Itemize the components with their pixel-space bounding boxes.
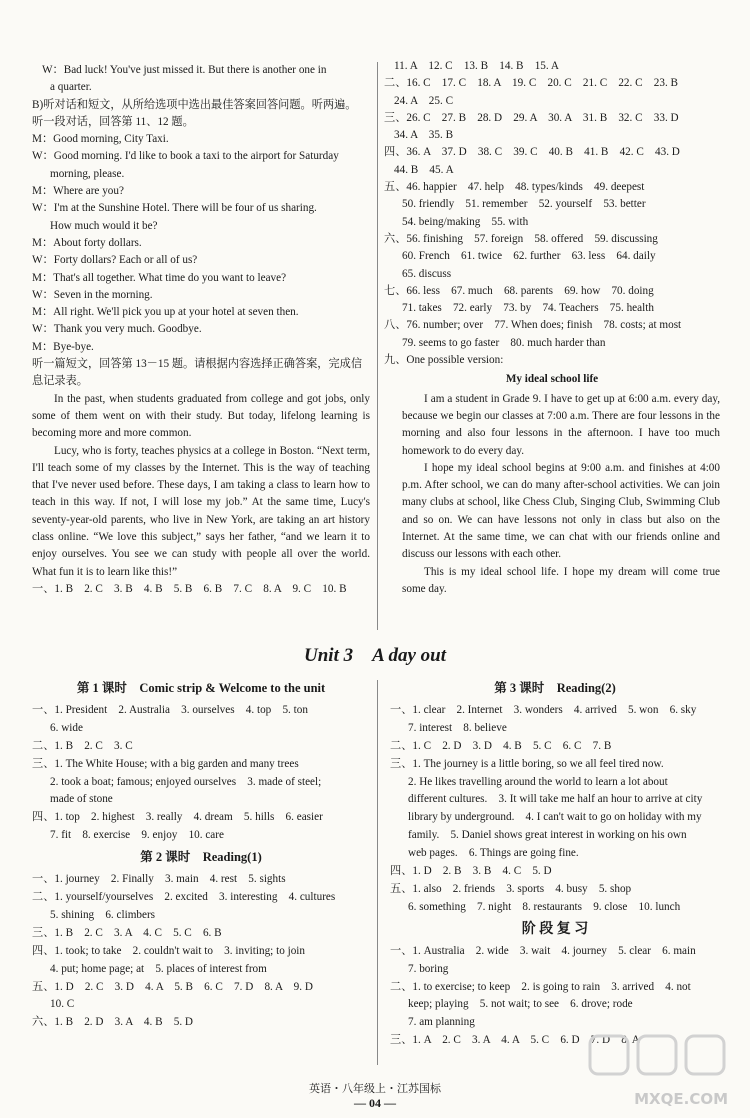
answer-line: 7. boring [408,962,449,975]
essay-paragraph: This is my ideal school life. I hope my dream will come true some day. [402,565,720,595]
answer-line: 一、1. journey 2. Finally 3. main 4. rest 5. sights [32,873,286,886]
text-line: M：About forty dollars. [32,236,142,249]
lesson-heading: 第 3 课时 Reading(2) [494,681,616,695]
answer-line: 五、1. D 2. C 3. D 4. A 5. B 6. C 7. D 8. A 9. D [32,980,313,993]
answer-line: 四、36. A 37. D 38. C 39. C 40. B 41. B 42. C 43. D [384,146,680,159]
answer-line: 5. shining 6. climbers [50,908,156,921]
text-line: 听一段对话，回答第 11、12 题。 [32,115,194,128]
answer-line: 34. A 35. B [394,129,454,142]
watermark [576,1030,736,1110]
watermark-logo-icon [582,1030,732,1090]
answer-line: keep; playing 5. not wait; to see 6. drove; rode [408,998,633,1011]
answer-line: 6. wide [50,721,83,734]
answer-line: 六、56. finishing 57. foreign 58. offered 59. discussing [384,232,658,245]
answer-line: 二、1. to exercise; to keep 2. is going to rain 3. arrived 4. not [390,980,691,993]
page-number: — 04 — [354,1096,396,1110]
answer-line: 4. put; home page; at 5. places of interest from [50,962,267,975]
text-line: a quarter. [50,81,92,94]
footer-label: 英语・八年级上・江苏国标 [309,1083,441,1095]
answer-line: 11. A 12. C 13. B 14. B 15. A [394,60,559,72]
right-column-bottom [390,678,720,1050]
answer-line: web pages. 6. Things are going fine. [408,847,579,860]
answer-line: 2. took a boat; famous; enjoyed ourselves 3. made of steel; [50,775,322,788]
answer-line: 一、1. B 2. C 3. B 4. B 5. B 6. B 7. C 8. A 9. C 10. B [32,582,347,595]
answer-line: 24. A 25. C [394,94,454,107]
answer-line: made of stone [50,793,113,806]
essay-title: My ideal school life [505,373,599,386]
answer-line: family. 5. Daniel shows great interest in working on his own [408,829,687,842]
passage-paragraph: In the past, when students graduated from college and got jobs, only some of them went on with their study. But today, lifelong learning is becoming more and more common. [32,392,370,440]
essay-paragraph: I am a student in Grade 9. I have to get up at 6:00 a.m. every day, because we begin our classes at 7:00 a.m. There are four lessons in the morning and also four lessons in the afternoon. I have too much homework to do every day. [402,392,720,457]
column-divider-top [377,62,378,630]
answer-line: 二、16. C 17. C 18. A 19. C 20. C 21. C 22. C 23. B [384,77,679,90]
answer-line: 二、1. B 2. C 3. C [32,739,133,752]
review-heading: 阶 段 复 习 [521,921,589,937]
answer-line: 三、26. C 27. B 28. D 29. A 30. A 31. B 32. C 33. D [384,111,679,124]
answer-line: 四、1. top 2. highest 3. really 4. dream 5. hills 6. easier [32,811,323,824]
answer-line: different cultures. 3. It will take me half an hour to arrive at city [408,793,703,806]
answer-line: 二、1. C 2. D 3. D 4. B 5. C 6. C 7. B [390,739,612,752]
text-line: W：Thank you very much. Goodbye. [32,323,202,336]
answer-line: 7. fit 8. exercise 9. enjoy 10. care [50,829,224,842]
answer-line: 三、1. A 2. C 3. A 4. A 5. C 6. D 7. D 8. A [390,1034,640,1047]
answer-line: library by underground. 4. I can't wait to go on holiday with my [408,811,702,824]
answer-line: 六、1. B 2. D 3. A 4. B 5. D [32,1016,193,1029]
lesson-heading: 第 1 课时 Comic strip & Welcome to the unit [76,681,326,695]
text-line: M：Where are you? [32,185,124,198]
answer-line: 60. French 61. twice 62. further 63. less 64. daily [402,250,656,263]
essay-paragraph: I hope my ideal school begins at 9:00 a.m. and finishes at 4:00 p.m. After school, we can do many after-school activities. We can join many clubs at school, like Chess Club, Singing Club, Swimming Club and so on. We can have lessons not only in class but also on the Internet. At the same time, we can chat with our friends online and discuss our lessons with each other. [402,461,720,561]
answer-line: 一、1. clear 2. Internet 3. wonders 4. arrived 5. won 6. sky [390,703,697,716]
text-line: W：Seven in the morning. [32,288,153,301]
left-column-bottom [32,678,370,1032]
text-line: M：Bye-bye. [32,340,94,353]
text-line: morning, please. [50,167,125,180]
answer-line: 四、1. took; to take 2. couldn't wait to 3. inviting; to join [32,944,305,957]
answer-line: 四、1. D 2. B 3. B 4. C 5. D [390,865,552,878]
answer-line: 一、1. Australia 2. wide 3. wait 4. journey 5. clear 6. main [390,944,696,957]
column-divider-bottom [377,680,378,1065]
text-line: W：I'm at the Sunshine Hotel. There will be four of us sharing. [32,202,317,215]
answer-line: 44. B 45. A [394,163,454,176]
lesson-heading: 第 2 课时 Reading(1) [140,850,262,865]
left-column-top [32,62,370,598]
answer-line: 71. takes 72. early 73. by 74. Teachers 75. health [402,302,654,315]
answer-line: 50. friendly 51. remember 52. yourself 53. better [402,198,646,211]
answer-line: 7. interest 8. believe [408,721,507,734]
answer-line: 2. He likes travelling around the world to learn a lot about [408,775,668,788]
answer-line: 五、1. also 2. friends 3. sports 4. busy 5. shop [390,882,632,895]
text-line: 息记录表。 [32,375,88,388]
text-line: B)听对话和短文，从所给选项中选出最佳答案回答问题。听两遍。 [32,98,357,111]
answer-line: 八、76. number; over 77. When does; finish 78. costs; at most [384,319,682,332]
passage-paragraph: Lucy, who is forty, teaches physics at a college in Boston. “Next term, I'll teach some of my classes by the Internet. This is the way of teaching that I've never used before. These days, I am taking a class to learn how to teach in this way. If not, I will lose my job.” At the same time, Lucy's seventy-year-old parents, who live in New York, are taking an art history class online. “We love this subject,” says her father, “and we learn it to enjoy ourselves. You see we can study with people all over the world. What fun it is to learn like this!” [32,444,370,578]
answer-line: 7. am planning [408,1016,475,1029]
text-line: How much would it be? [50,219,158,232]
answer-line: 三、1. The journey is a little boring, so we all feel tired now. [390,757,664,770]
answer-line: 三、1. The White House; with a big garden and many trees [32,757,299,770]
right-column-top [384,58,720,598]
answer-line: 三、1. B 2. C 3. A 4. C 5. C 6. B [32,926,222,939]
text-line: M：Good morning, City Taxi. [32,133,169,146]
answer-line: 九、One possible version: [384,354,504,367]
watermark-text: MXQE.COM [634,1090,728,1108]
answer-line: 一、1. President 2. Australia 3. ourselves 4. top 5. ton [32,703,308,716]
unit-title: Unit 3 A day out [304,645,446,666]
answer-line: 6. something 7. night 8. restaurants 9. close 10. lunch [408,900,681,913]
answer-line: 79. seems to go faster 80. much harder than [402,336,606,349]
answer-line: 65. discuss [402,267,452,280]
text-line: M：All right. We'll pick you up at your hotel at seven then. [32,306,299,319]
text-line: M：That's all together. What time do you want to leave? [32,271,287,284]
answer-line: 七、66. less 67. much 68. parents 69. how 70. doing [384,284,654,297]
answer-line: 二、1. yourself/yourselves 2. excited 3. interesting 4. cultures [32,890,336,903]
answer-line: 五、46. happier 47. help 48. types/kinds 49. deepest [384,181,645,194]
text-line: 听一篇短文，回答第 13－15 题。请根据内容选择正确答案，完成信 [32,358,363,371]
text-line: W：Forty dollars? Each or all of us? [32,254,198,267]
answer-line: 54. being/making 55. with [402,215,529,228]
text-line: W：Bad luck! You've just missed it. But there is another one in [42,64,327,76]
text-line: W：Good morning. I'd like to book a taxi to the airport for Saturday [32,150,339,163]
answer-line: 10. C [50,998,75,1011]
